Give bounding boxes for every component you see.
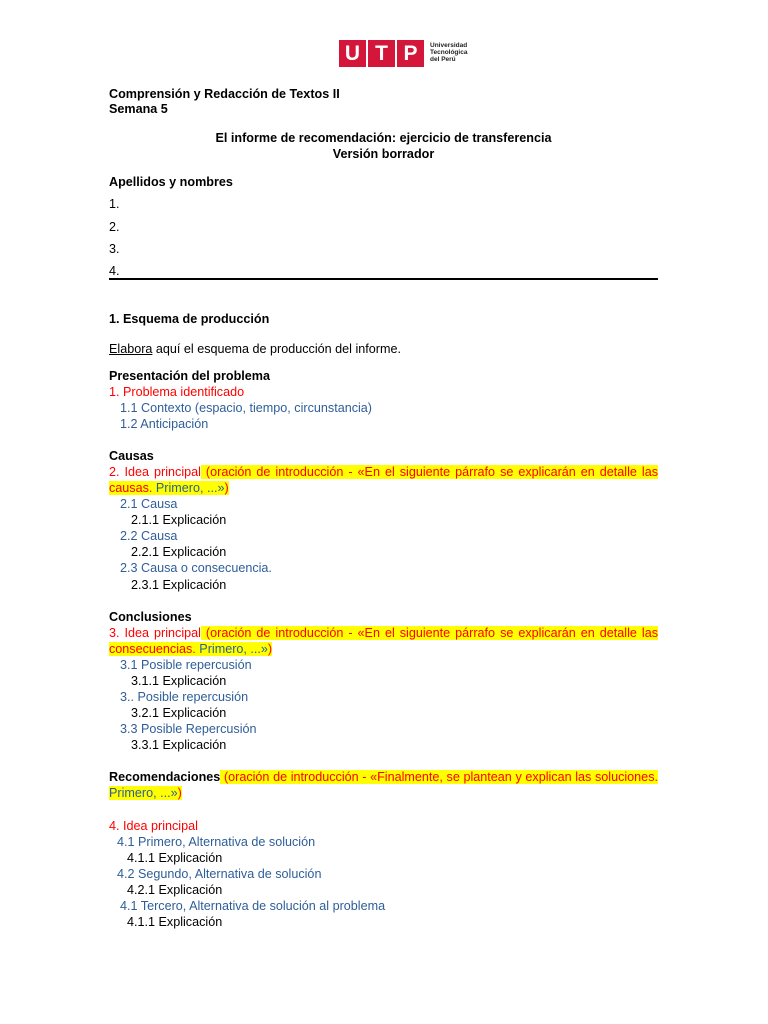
repercusion-2-expl: 3.2.1 Explicación — [131, 706, 227, 720]
instruction-rest: aquí el esquema de producción del informe. — [152, 342, 401, 356]
logo-line-1: Universidad — [430, 42, 468, 50]
causas-intro: (oración de introducción - «En el siguiente párrafo se explicarán en detalle las causas. — [109, 465, 658, 495]
conclusiones-heading: Conclusiones — [109, 610, 192, 624]
logo-text — [430, 43, 467, 63]
recomendaciones-heading: Recomendaciones — [109, 770, 221, 784]
logo-letter-p: P — [397, 40, 424, 67]
repercusion-3-expl: 3.3.1 Explicación — [131, 738, 227, 752]
repercusion-2: 3.. Posible repercusión — [120, 690, 249, 704]
logo-line-3: del Perú — [430, 55, 456, 63]
instruction-link[interactable]: Elabora — [109, 342, 153, 356]
causas-idea-label: 2. Idea principal — [109, 465, 201, 479]
repercusion-3: 3.3 Posible Repercusión — [120, 722, 257, 736]
causa-3: 2.3 Causa o consecuencia. — [120, 561, 272, 575]
causa-1-expl: 2.1.1 Explicación — [131, 513, 227, 527]
repercusion-1: 3.1 Posible repercusión — [120, 658, 252, 672]
name-line-1: 1. — [109, 197, 120, 211]
causas-intro-close: ) — [224, 481, 229, 495]
conclusiones-intro-close: ) — [267, 642, 273, 656]
logo-letter-u: U — [339, 40, 366, 67]
causas-idea — [109, 464, 658, 496]
recomendaciones-block — [109, 769, 658, 801]
causa-2-expl: 2.2.1 Explicación — [131, 545, 227, 559]
solucion-1: 4.1 Primero, Alternativa de solución — [117, 835, 316, 849]
conclusiones-idea — [109, 625, 658, 657]
recomendaciones-idea: 4. Idea principal — [109, 819, 198, 833]
logo-letter-t: T — [368, 40, 395, 67]
recomendaciones-intro-close: ) — [177, 786, 182, 800]
document-subtitle: Versión borrador — [332, 147, 435, 161]
logo-line-2: Tecnológica — [430, 49, 468, 57]
course-title: Comprensión y Redacción de Textos II — [109, 87, 340, 101]
causa-2: 2.2 Causa — [120, 529, 178, 543]
name-line-3: 3. — [109, 242, 120, 256]
week-label: Semana 5 — [109, 102, 168, 116]
solucion-2: 4.2 Segundo, Alternativa de solución — [117, 867, 322, 881]
name-line-2: 2. — [109, 220, 120, 234]
recomendaciones-intro: (oración de introducción - «Finalmente, se plantean y explican las soluciones. — [220, 770, 658, 784]
conclusiones-idea-label: 3. Idea principal — [109, 626, 201, 640]
solucion-1-expl: 4.1.1 Explicación — [127, 851, 223, 865]
contexto-item: 1.1 Contexto (espacio, tiempo, circunstancia) — [120, 401, 372, 415]
causas-intro-primero: Primero, ...» — [152, 481, 225, 495]
solucion-2-expl: 4.2.1 Explicación — [127, 883, 223, 897]
utp-logo — [339, 40, 467, 67]
anticipacion-item: 1.2 Anticipación — [120, 417, 209, 431]
recomendaciones-intro-primero: Primero, ...» — [109, 786, 178, 800]
causa-1: 2.1 Causa — [120, 497, 178, 511]
conclusiones-intro-primero: Primero, ...» — [195, 642, 268, 656]
solucion-3: 4.1 Tercero, Alternativa de solución al problema — [120, 899, 386, 913]
problema-item: 1. Problema identificado — [109, 385, 245, 399]
causa-3-expl: 2.3.1 Explicación — [131, 578, 227, 592]
instruction-text — [109, 341, 401, 357]
section-heading: 1. Esquema de producción — [109, 312, 270, 326]
document-title: El informe de recomendación: ejercicio de transferencia — [215, 131, 552, 145]
name-line-4: 4. — [109, 264, 120, 278]
solucion-3-expl: 4.1.1 Explicación — [127, 915, 223, 929]
conclusiones-intro: (oración de introducción - «En el siguiente párrafo se explicarán en detalle las consecuencias. — [109, 626, 658, 656]
presentacion-heading: Presentación del problema — [109, 369, 270, 383]
names-divider — [109, 278, 658, 280]
repercusion-1-expl: 3.1.1 Explicación — [131, 674, 227, 688]
names-label: Apellidos y nombres — [109, 175, 233, 189]
causas-heading: Causas — [109, 449, 154, 463]
